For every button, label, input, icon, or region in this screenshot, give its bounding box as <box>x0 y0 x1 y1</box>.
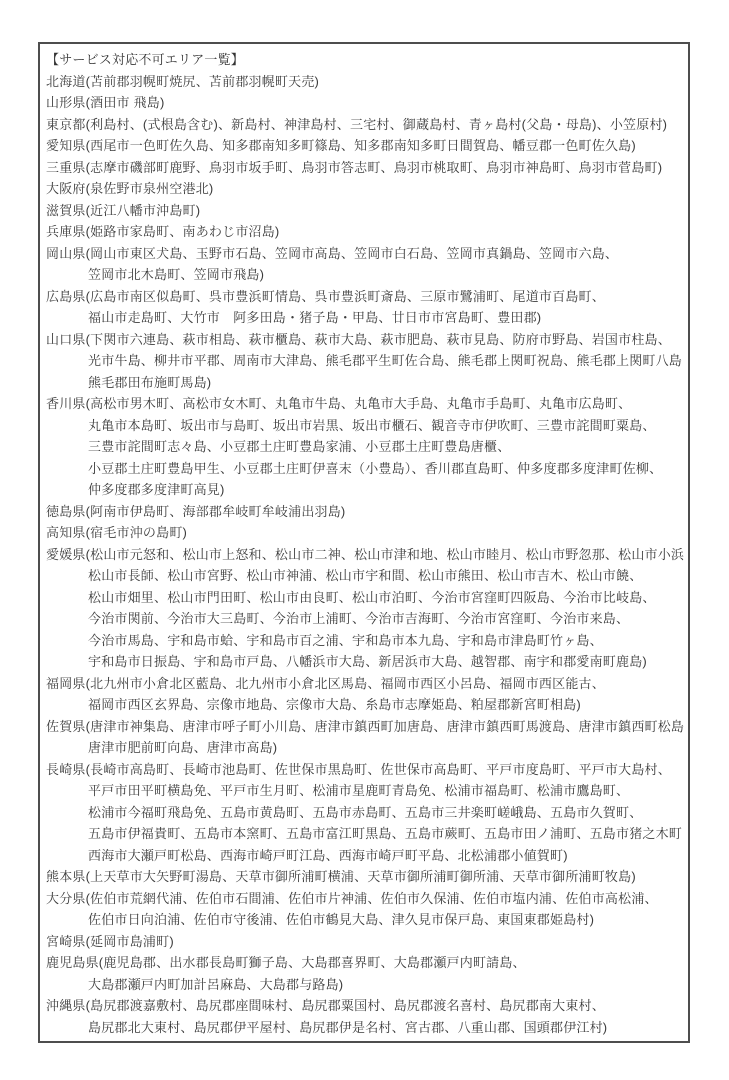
area-line: 長崎県(長崎市高島町、長崎市池島町、佐世保市黒島町、佐世保市高島町、平戸市度島町、平戸市大島村、 <box>46 761 671 777</box>
area-line: 熊本県(上天草市大矢野町湯島、天草市御所浦町横浦、天草市御所浦町御所浦、天草市御所浦町牧島) <box>46 869 636 884</box>
area-line: 三豊市詫間町志々島、小豆郡土庄町豊島家浦、小豆郡土庄町豊島唐櫃、 <box>88 439 511 454</box>
area-line: 沖縄県(島尻郡渡嘉敷村、島尻郡座間味村、島尻郡粟国村、島尻郡渡名喜村、島尻郡南大東村、 <box>46 998 605 1013</box>
area-line: 小豆郡土庄町豊島甲生、小豆郡土庄町伊喜末（小豊島）、香川郡直島町、仲多度郡多度津町佐柳、 <box>88 460 663 476</box>
area-line: 今治市関前、今治市大三島町、今治市上浦町、今治市吉海町、今治市宮窪町、今治市来島、 <box>88 611 630 626</box>
area-line: 仲多度郡多度津町高見) <box>88 482 225 497</box>
area-line: 広島県(広島市南区似島町、呉市豊浜町情島、呉市豊浜町斎島、三原市鷺浦町、尾道市百島町、 <box>46 288 605 304</box>
area-line: 唐津市肥前町向島、唐津市高島) <box>88 740 278 755</box>
area-line: 島尻郡北大東村、島尻郡伊平屋村、島尻郡伊是名村、宮古郡、八重山郡、国頭郡伊江村) <box>88 1019 608 1035</box>
area-line: 山口県(下関市六連島、萩市相島、萩市櫃島、萩市大島、萩市肥島、萩市見島、防府市野島、岩国市柱島、 <box>46 331 671 347</box>
area-line: 松浦市今福町飛島免、五島市黄島町、五島市赤島町、五島市三井楽町嵯峨島、五島市久賀町、 <box>88 804 643 820</box>
area-line: 愛知県(西尾市一色町佐久島、知多郡南知多町篠島、知多郡南知多町日間賀島、幡豆郡一色町佐久島) <box>46 138 636 153</box>
area-line: 福岡県(北九州市小倉北区藍島、北九州市小倉北区馬島、福岡市西区小呂島、福岡市西区能古、 <box>46 675 605 691</box>
area-line: 平戸市田平町横島免、平戸市生月町、松浦市星鹿町青島免、松浦市福島町、松浦市鷹島町、 <box>88 783 630 798</box>
area-line: 三重県(志摩市磯部町鹿野、鳥羽市坂手町、鳥羽市答志町、鳥羽市桃取町、鳥羽市神島町、鳥羽市菅島町) <box>46 159 663 175</box>
area-line: 宮崎県(延岡市島浦町) <box>46 933 174 949</box>
area-line: 福山市走島町、大竹市 阿多田島・猪子島・甲島、廿日市市宮島町、豊田郡) <box>88 310 542 325</box>
area-list <box>46 71 685 1039</box>
area-line: 宇和島市日振島、宇和島市戸島、八幡浜市大島、新居浜市大島、越智郡、南宇和郡愛南町鹿島) <box>88 654 647 669</box>
area-line: 光市牛島、柳井市平郡、周南市大津島、熊毛郡平生町佐合島、熊毛郡上関町祝島、熊毛郡上関町八島 <box>88 353 683 368</box>
area-line: 滋賀県(近江八幡市沖島町) <box>46 202 201 218</box>
list-title: 【サービス対応不可エリア一覧】 <box>46 52 245 67</box>
area-line: 鹿児島県(鹿児島郡、出水郡長島町獅子島、大島郡喜界町、大島郡瀬戸内町請島、 <box>46 955 526 970</box>
area-line: 福岡市西区玄界島、宗像市地島、宗像市大島、糸島市志摩姫島、粕屋郡新宮町相島) <box>88 697 581 712</box>
area-line: 佐伯市日向泊浦、佐伯市守後浦、佐伯市鶴見大島、津久見市保戸島、東国東郡姫島村) <box>88 912 595 927</box>
area-line: 今治市馬島、宇和島市蛤、宇和島市百之浦、宇和島市本九島、宇和島市津島町竹ヶ島、 <box>88 632 603 648</box>
area-line: 愛媛県(松山市元怒和、松山市上怒和、松山市二神、松山市津和地、松山市睦月、松山市野忽那、松山市小浜 <box>46 546 685 562</box>
area-line: 松山市畑里、松山市門田町、松山市由良町、松山市泊町、今治市宮窪町四阪島、今治市比岐島、 <box>88 589 656 605</box>
area-line: 熊毛郡田布施町馬島) <box>88 374 212 390</box>
area-line: 高知県(宿毛市沖の島町) <box>46 525 188 540</box>
area-line: 大阪府(泉佐野市泉州空港北) <box>46 181 214 196</box>
area-line: 松山市長師、松山市宮野、松山市神浦、松山市宇和間、松山市熊田、松山市吉木、松山市饒、 <box>88 568 643 583</box>
service-unavailable-area-box <box>38 42 690 1043</box>
area-line: 笠岡市北木島町、笠岡市飛島) <box>88 267 265 282</box>
area-line: 山形県(酒田市 飛島) <box>46 95 165 110</box>
area-line: 丸亀市本島町、坂出市与島町、坂出市岩黒、坂出市櫃石、観音寺市伊吹町、三豊市詫間町粟島、 <box>88 417 656 433</box>
area-line: 北海道(苫前郡羽幌町焼尻、苫前郡羽幌町天売) <box>46 73 320 89</box>
area-line: 佐賀県(唐津市神集島、唐津市呼子町小川島、唐津市鎮西町加唐島、唐津市鎮西町馬渡島、唐津市鎮西町松島 <box>46 718 685 734</box>
area-line: 五島市伊福貴町、五島市本窯町、五島市富江町黒島、五島市蕨町、五島市田ノ浦町、五島市猪之木町 <box>88 826 683 841</box>
area-line: 大分県(佐伯市荒網代浦、佐伯市石間浦、佐伯市片神浦、佐伯市久保浦、佐伯市塩内浦、佐伯市高松浦、 <box>46 890 658 906</box>
area-line: 徳島県(阿南市伊島町、海部郡牟岐町牟岐浦出羽島) <box>46 503 346 519</box>
area-line: 香川県(高松市男木町、高松市女木町、丸亀市牛島、丸亀市大手島、丸亀市手島町、丸亀市広島町、 <box>46 396 632 411</box>
area-line: 東京都(利島村、(式根島含む)、新島村、神津島村、三宅村、御蔵島村、青ヶ島村(父島・母島)、小笠原村) <box>46 116 668 132</box>
area-line: 大島郡瀬戸内町加計呂麻島、大島郡与路島) <box>88 976 344 992</box>
area-line: 兵庫県(姫路市家島町、南あわじ市沼島) <box>46 224 280 239</box>
area-line: 岡山県(岡山市東区犬島、玉野市石島、笠岡市高島、笠岡市白石島、笠岡市真鍋島、笠岡市六島、 <box>46 245 619 261</box>
area-line: 西海市大瀬戸町松島、西海市崎戸町江島、西海市崎戸町平島、北松浦郡小値賀町) <box>88 847 568 863</box>
